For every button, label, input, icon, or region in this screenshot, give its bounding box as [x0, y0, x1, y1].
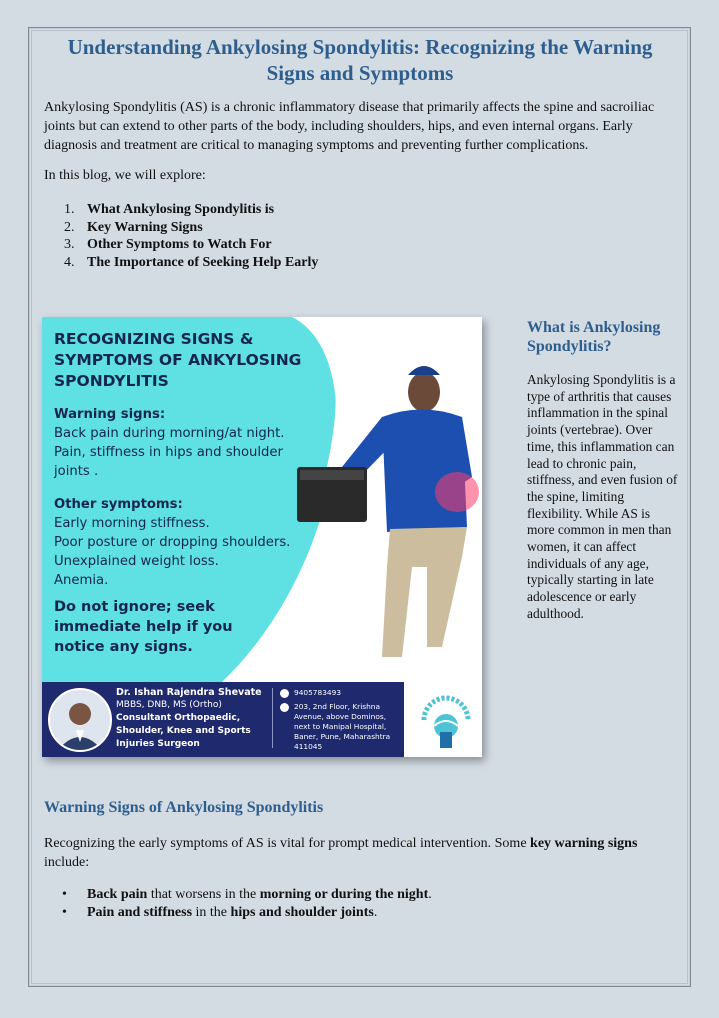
contact-details: 9405783493 203, 2nd Floor, Krishna Avenue, above Dominos, next to Manipal Hospital, Baner, Pune, Maharashtra 411045: [280, 688, 404, 756]
intro-paragraph: Ankylosing Spondylitis (AS) is a chronic inflammatory disease that primarily affects the spine and sacroiliac joints but can extend to other parts of the body, including shoulders, hips, and even internal organs. Early diagnosis and treatment are critical to managing symptoms and preventing further complications.: [44, 100, 655, 153]
what-is-body: Ankylosing Spondylitis is a type of arthritis that causes inflammation in the spinal joints (vertebrae). Over time, this inflammation can lead to chronic pain, stiffness, and even fusion of the spine, limiting flexibility. While AS is more common in men than women, it can affect individuals of any age, typically starting in late adolescence or early adulthood.: [527, 372, 678, 621]
poster-other-symptoms: Other symptoms: Early morning stiffness. Poor posture or dropping shoulders. Unexplained weight loss. Anemia.: [54, 497, 291, 588]
divider: [272, 688, 273, 748]
list-item: 2. Key Warning Signs: [64, 219, 203, 235]
list-item: • Pain and stiffness in the hips and shoulder joints.: [62, 904, 378, 920]
poster-warning-signs: Warning signs: Back pain during morning/at night. Pain, stiffness in hips and shoulder joints .: [54, 407, 285, 479]
warning-signs-intro: Recognizing the early symptoms of AS is vital for prompt medical intervention. Some key warning signs include:: [44, 836, 638, 870]
list-item: 1. What Ankylosing Spondylitis is: [64, 202, 275, 217]
poster-call-to-action: Do not ignore; seek immediate help if you notice any signs.: [54, 599, 233, 655]
list-item: 3. Other Symptoms to Watch For: [64, 237, 272, 252]
warning-signs-heading: Warning Signs of Ankylosing Spondylitis: [44, 799, 324, 816]
poster-heading: RECOGNIZING SIGNS & SYMPTOMS OF ANKYLOSING SPONDYLITIS: [54, 330, 302, 390]
article-title: Understanding Ankylosing Spondylitis: Recognizing the Warning Signs and Symptoms: [67, 35, 653, 85]
clinic-logo-icon: [414, 686, 478, 750]
poster-footer: [42, 682, 482, 757]
list-item: • Back pain that worsens in the morning or during the night.: [62, 887, 432, 902]
toc-list: [64, 201, 318, 271]
warning-signs-list: [62, 886, 432, 921]
symptoms-poster: [42, 317, 482, 757]
explore-line: In this blog, we will explore:: [44, 168, 206, 183]
what-is-heading: What is Ankylosing Spondylitis?: [527, 319, 661, 355]
doctor-avatar: [48, 688, 112, 752]
phone-icon: [280, 689, 289, 698]
location-icon: [280, 703, 289, 712]
doctor-info-bar: [42, 682, 404, 757]
list-item: 4. The Importance of Seeking Help Early: [64, 254, 319, 270]
doctor-details: Dr. Ishan Rajendra Shevate MBBS, DNB, MS (Ortho) Consultant Orthopaedic, Shoulder, Knee and Sports Injuries Surgeon: [116, 687, 262, 749]
